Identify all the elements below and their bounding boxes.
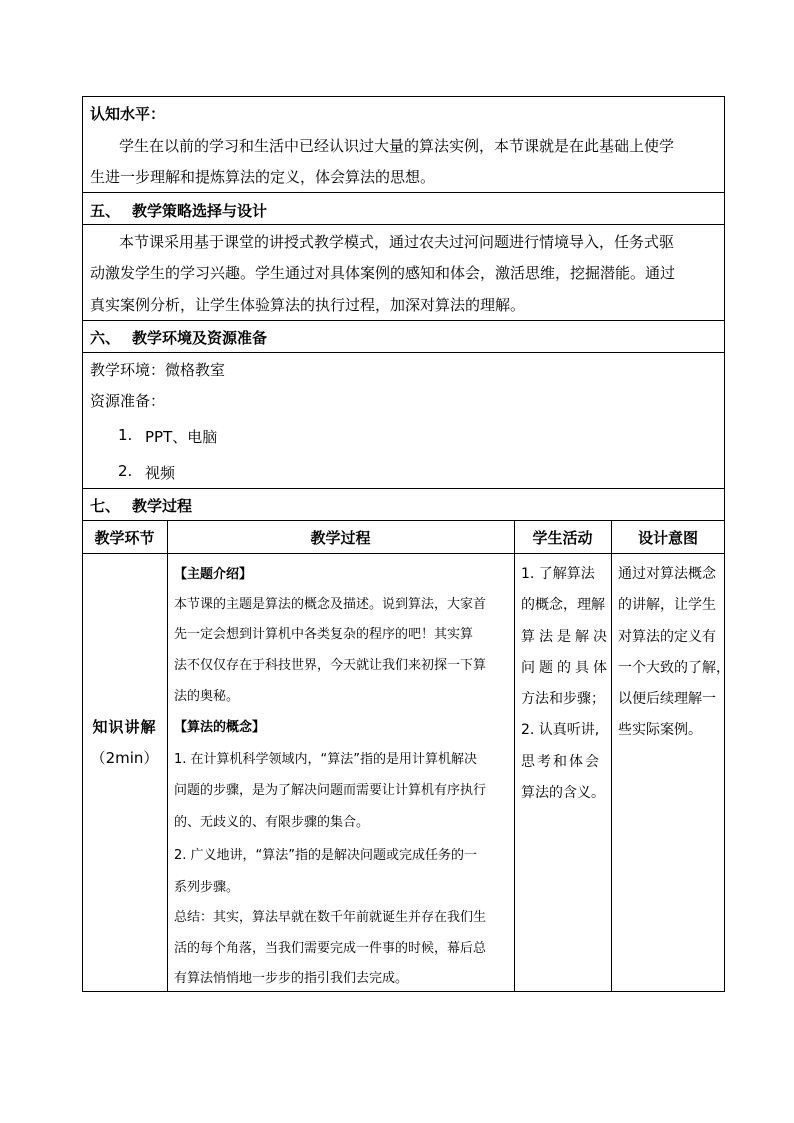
column-divider xyxy=(167,520,168,992)
process-line: 【主题介绍】 xyxy=(174,567,253,582)
stage-name: 知识讲解 xyxy=(92,718,157,736)
section7-number: 七、 xyxy=(90,497,121,515)
section5-number: 五、 xyxy=(90,202,121,220)
section6-number: 六、 xyxy=(90,329,121,347)
column-divider xyxy=(514,520,515,992)
list-item: 视频 xyxy=(145,464,176,482)
divider xyxy=(82,320,725,321)
paragraph-line: 动激发学生的学习兴趣。学生通过对具体案例的感知和体会，激活思维，挖掘潜能。通过 xyxy=(90,264,676,282)
intent-line: 一个大致的了解， xyxy=(618,660,730,676)
intent-line: 通过对算法概念 xyxy=(618,566,716,582)
process-line: 2. 广义地讲，“算法”指的是解决问题或完成任务的一 xyxy=(174,848,478,863)
divider xyxy=(82,553,725,554)
divider xyxy=(82,352,725,353)
section6-title: 教学环境及资源准备 xyxy=(132,329,268,347)
section7-title: 教学过程 xyxy=(132,497,193,515)
intent-line: 以便后续理解一 xyxy=(618,691,716,707)
divider xyxy=(82,488,725,489)
header-activity: 学生活动 xyxy=(532,529,593,547)
activity-line: 1. 了解算法 xyxy=(521,566,595,582)
process-line: 活的每个角落，当我们需要完成一件事的时候，幕后总 xyxy=(174,941,487,956)
process-line: 法的奥秘。 xyxy=(174,689,240,704)
intent-line: 的讲解，让学生 xyxy=(618,597,716,613)
list-item-number: 1. xyxy=(118,426,133,444)
activity-line: 问题的具体 xyxy=(521,660,611,676)
list-item: PPT、电脑 xyxy=(145,428,218,446)
divider xyxy=(82,520,725,521)
header-process: 教学过程 xyxy=(310,529,371,547)
process-line: 【算法的概念】 xyxy=(174,720,266,735)
process-line: 1. 在计算机科学领域内，“算法”指的是用计算机解决 xyxy=(174,752,478,767)
paragraph-line: 生进一步理解和提炼算法的定义，体会算法的思想。 xyxy=(90,168,436,186)
activity-line: 的概念，理解 xyxy=(521,597,605,613)
process-line: 总结：其实，算法早就在数千年前就诞生并存在我们生 xyxy=(174,910,487,925)
paragraph-line: 真实案例分析，让学生体验算法的执行过程，加深对算法的理解。 xyxy=(90,296,526,314)
environment-text: 教学环境：微格教室 xyxy=(90,361,226,379)
activity-line: 2. 认真听讲, xyxy=(521,722,600,738)
process-line: 先一定会想到计算机中各类复杂的程序的吧！其实算 xyxy=(174,627,474,642)
divider xyxy=(82,192,725,193)
stage-duration: （2min） xyxy=(90,749,159,767)
process-line: 法不仅仅存在于科技世界，今天就让我们来初探一下算 xyxy=(174,658,487,673)
header-intent: 设计意图 xyxy=(637,529,698,547)
list-item-number: 2. xyxy=(118,462,133,480)
header-stage: 教学环节 xyxy=(94,529,155,547)
divider xyxy=(82,224,725,225)
resources-label: 资源准备： xyxy=(90,392,166,410)
column-divider xyxy=(611,520,612,992)
process-line: 系列步骤。 xyxy=(174,880,240,895)
process-line: 有算法悄悄地一步步的指引我们去完成。 xyxy=(174,971,409,986)
activity-line: 思考和体会 xyxy=(521,754,601,770)
paragraph-line: 学生在以前的学习和生活中已经认识过大量的算法实例，本节课就是在此基础上使学 xyxy=(119,137,675,155)
paragraph-line: 本节课采用基于课堂的讲授式教学模式，通过农夫过河问题进行情境导入，任务式驱 xyxy=(119,233,675,251)
process-line: 本节课的主题是算法的概念及描述。说到算法，大家首 xyxy=(174,597,487,612)
intent-line: 些实际案例。 xyxy=(618,722,702,738)
intent-line: 对算法的定义有 xyxy=(618,629,716,645)
process-line: 问题的步骤，是为了解决问题而需要让计算机有序执行 xyxy=(174,783,487,798)
activity-line: 算法是解决 xyxy=(521,629,611,645)
cognition-heading: 认知水平： xyxy=(90,105,166,123)
activity-line: 方法和步骤； xyxy=(521,691,605,707)
activity-line: 算法的含义。 xyxy=(521,785,605,801)
section5-title: 教学策略选择与设计 xyxy=(132,202,268,220)
process-line: 的、无歧义的、有限步骤的集合。 xyxy=(174,815,370,830)
